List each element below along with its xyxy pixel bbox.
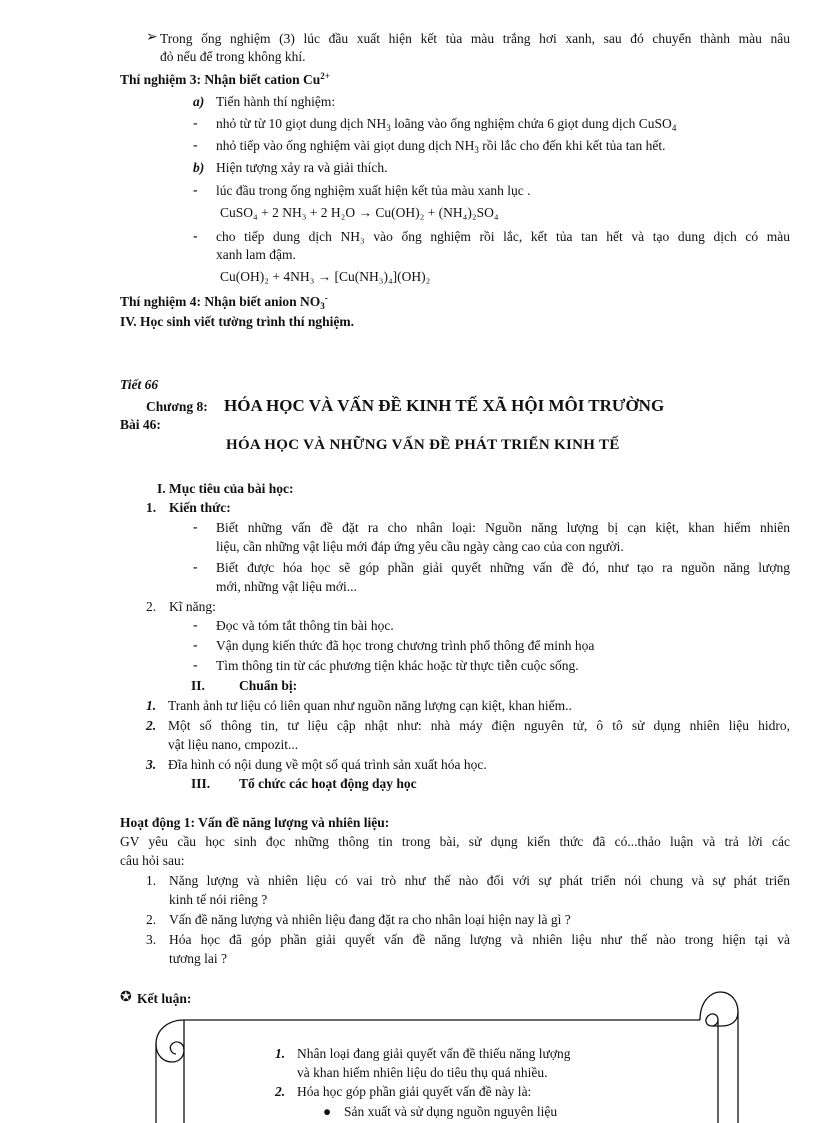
skill-item3: Tìm thông tin từ các phương tiện khác hoặc từ thực tiễn cuộc sống. — [216, 658, 579, 673]
org-label: Tổ chức các hoạt động dạy học — [239, 776, 417, 791]
exp3-step4-line2: xanh lam đậm. — [216, 247, 296, 262]
skills-label: Kĩ năng: — [169, 599, 216, 614]
conclusion-item2-number: 2. — [275, 1084, 286, 1099]
equation-2: Cu(OH)₂ + 4NH₃ → [Cu(NH₃)₄](OH)₂ — [220, 269, 431, 284]
dash-bullet: - — [193, 657, 198, 672]
dash-bullet: - — [193, 115, 198, 130]
period-label: Tiết 66 — [120, 377, 159, 392]
lesson-title: HÓA HỌC VÀ NHỮNG VẤN ĐỀ PHÁT TRIỂN KINH TẾ — [226, 437, 620, 453]
activity1-intro-line1: GV yêu cầu học sinh đọc những thông tin trong bài, sử dụng kiến thức đã có...thảo luận và trả lời các — [120, 834, 790, 849]
chapter-label: Chương 8: — [146, 399, 208, 414]
exp3-step2: nhỏ tiếp vào ống nghiệm vài giọt dung dịch $NH_3$ rồi lắc cho đến khi kết tủa tan hết. — [216, 138, 666, 155]
lesson-label: Bài 46: — [120, 417, 161, 432]
scroll-left-curl — [156, 1020, 184, 1062]
conclusion-item2: Hóa học góp phần giải quyết vấn đề này là: — [297, 1084, 532, 1099]
prep-item1-number: 1. — [146, 698, 157, 713]
dash-bullet: - — [193, 137, 198, 152]
arrow-bullet-icon: ➢ — [146, 30, 158, 45]
question2: Vấn đề năng lượng và nhiên liệu đang đặt ra cho nhân loại hiện nay là gì ? — [169, 912, 571, 927]
exp3-observation: lúc đầu trong ống nghiệm xuất hiện kết tủa màu xanh lục . — [216, 183, 531, 198]
exp3-b-text: Hiện tượng xảy ra và giải thích. — [216, 160, 388, 175]
question3-line2: tương lai ? — [169, 951, 227, 966]
dash-bullet: - — [193, 617, 198, 632]
dash-bullet: - — [193, 519, 198, 534]
question2-number: 2. — [146, 912, 157, 927]
conclusion-item1-number: 1. — [275, 1046, 286, 1061]
objectives-heading: I. Mục tiêu của bài học: — [157, 481, 294, 496]
prep-item2-line2: vật liệu nano, cmpozit... — [168, 737, 299, 752]
top-bullet-line2: đỏ nếu để trong không khí. — [160, 49, 306, 64]
exp3-a-text: Tiến hành thí nghiệm: — [216, 94, 336, 109]
question3-number: 3. — [146, 932, 157, 947]
conclusion-item1-line1: Nhân loại đang giải quyết vấn đề thiếu năng lượng — [297, 1046, 571, 1061]
knowledge-item2-line1: Biết được hóa học sẽ góp phần giải quyết những vấn đề đó, như tạo ra nguồn năng lượng — [216, 560, 790, 575]
org-number: III. — [191, 776, 211, 791]
activity1-title: Hoạt động 1: Vấn đề năng lượng và nhiên liệu: — [120, 815, 390, 830]
knowledge-number: 1. — [146, 500, 157, 515]
conclusion-label: Kết luận: — [137, 991, 192, 1006]
knowledge-item1-line1: Biết những vấn đề đặt ra cho nhân loại: Nguồn năng lượng bị cạn kiệt, khan hiếm nhiên — [216, 520, 790, 535]
skills-number: 2. — [146, 599, 157, 614]
question1-line2: kinh tế nói riêng ? — [169, 892, 268, 907]
prep-item2-number: 2. — [146, 718, 157, 733]
prep-label: Chuẩn bị: — [239, 678, 298, 693]
exp3-step4-line1: cho tiếp dung dịch NH₃ vào ống nghiệm rồi lắc, kết tủa tan hết và tạo dung dịch có màu — [216, 229, 790, 244]
exp3-b-label: b) — [193, 160, 205, 175]
conclusion-item2-bullet: Sản xuất và sử dụng nguồn nguyên liệu — [344, 1104, 558, 1119]
bullet-dot-icon: ● — [323, 1104, 332, 1119]
skill-item1: Đọc và tóm tắt thông tin bài học. — [216, 618, 394, 633]
exp3-a-label: a) — [193, 94, 205, 109]
question1-line1: Năng lượng và nhiên liệu có vai trò như thế nào đối với sự phát triển nói chung và sự phát triển — [169, 873, 790, 888]
skill-item2: Vận dụng kiến thức đã học trong chương trình phổ thông để minh họa — [216, 638, 595, 653]
section-iv-heading: IV. Học sinh viết tường trình thí nghiệm. — [120, 314, 354, 329]
question3-line1: Hóa học đã góp phần giải quyết vấn đề năng lượng và nhiên liệu như thế nào trong hiện tại và — [169, 932, 790, 947]
exp3-step1: nhỏ từ từ 10 giọt dung dịch $NH_3$ loãng vào ống nghiệm chứa 6 giọt dung dịch CuSO$_4$ — [216, 116, 677, 133]
knowledge-label: Kiến thức: — [169, 500, 231, 515]
scroll-top-right-curl — [700, 992, 738, 1026]
exp4-title: Thí nghiệm 4: Nhận biết anion $NO_3^-$ — [120, 293, 328, 311]
chapter-title: HÓA HỌC VÀ VẤN ĐỀ KINH TẾ XÃ HỘI MÔI TRƯỜNG — [224, 396, 665, 415]
activity1-intro-line2: câu hỏi sau: — [120, 853, 185, 868]
top-bullet-line1: Trong ống nghiệm (3) lúc đầu xuất hiện kết tủa màu trắng hơi xanh, sau đó chuyển thành màu nâu — [160, 31, 790, 46]
dash-bullet: - — [193, 559, 198, 574]
conclusion-item1-line2: và khan hiếm nhiên liệu do tiêu thụ quá nhiều. — [297, 1065, 548, 1080]
knowledge-item2-line2: mới, những vật liệu mới... — [216, 579, 357, 594]
pointing-hand-icon: ✪ — [120, 990, 132, 1005]
dash-bullet: - — [193, 228, 198, 243]
equation-1: CuSO₄ + 2 NH₃ + 2 H₂O → Cu(OH)₂ + (NH₄)₂SO₄ — [220, 205, 499, 220]
prep-item1: Tranh ảnh tư liệu có liên quan như nguồn năng lượng cạn kiệt, khan hiếm.. — [168, 698, 572, 713]
prep-item2-line1: Một số thông tin, tư liệu cập nhật như: nhà máy điện nguyên tử, ô tô sử dụng nhiên liệu hidro, — [168, 718, 790, 733]
question1-number: 1. — [146, 873, 157, 888]
dash-bullet: - — [193, 182, 198, 197]
knowledge-item1-line2: liệu, cần những vật liệu mới đáp ứng yêu cầu ngày càng cao của con người. — [216, 539, 624, 554]
prep-number: II. — [191, 678, 205, 693]
prep-item3: Đĩa hình có nội dung về một số quá trình sản xuất hóa học. — [168, 757, 487, 772]
dash-bullet: - — [193, 637, 198, 652]
exp3-title: Thí nghiệm 3: Nhận biết cation $Cu^{2+}$ — [120, 71, 330, 87]
prep-item3-number: 3. — [146, 757, 157, 772]
